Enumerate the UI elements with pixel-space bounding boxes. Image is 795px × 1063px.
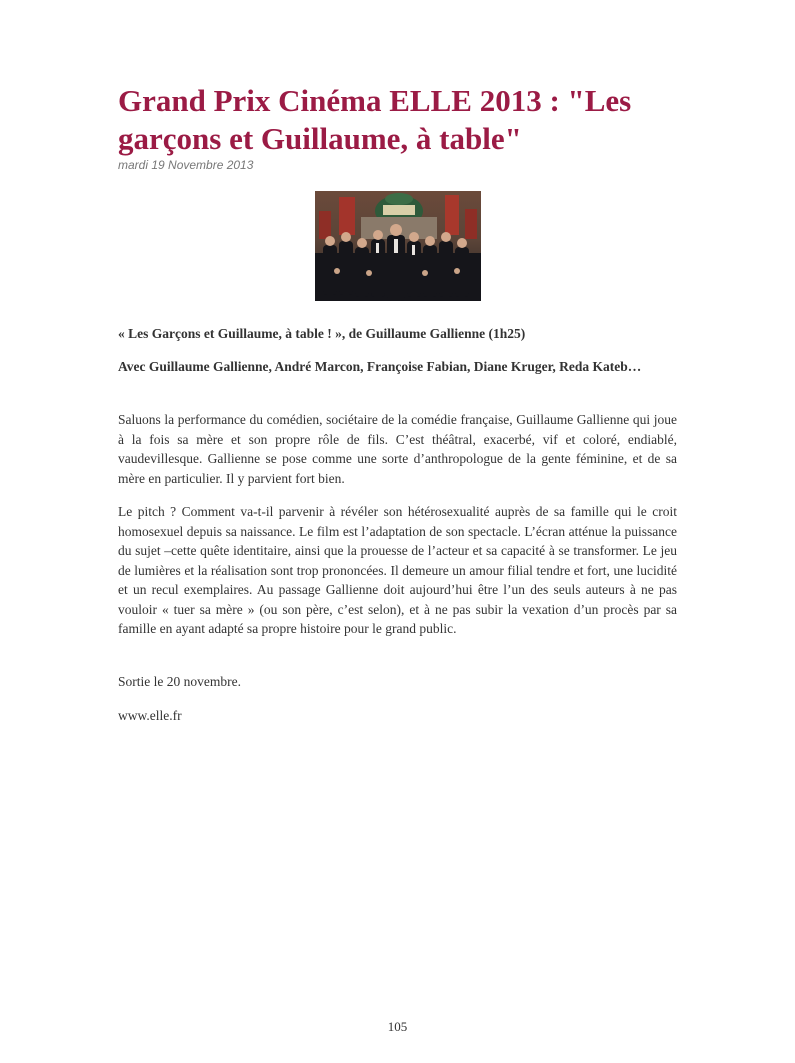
article-date: mardi 19 Novembre 2013	[118, 158, 254, 172]
film-subtitle: « Les Garçons et Guillaume, à table ! », de Guillaume Gallienne (1h25)	[118, 326, 526, 341]
source-link: www.elle.fr	[118, 708, 182, 723]
release-date: Sortie le 20 novembre.	[118, 674, 241, 689]
page-number: 105	[387, 1019, 408, 1034]
film-still-photo	[315, 191, 481, 301]
paragraph-2: Le pitch ? Comment va-t-il parvenir à révéler son hétérosexualité auprès de sa famille qui le croit homosexuel depuis sa naissance. Le film est l’adaptation de son spectacle. L’écran atténue la puissance du sujet –cette quête identitaire, ainsi que la prouesse de l’acteur et sa capacité à se transformer. Le jeu de lumières et la réalisation sont trop prononcées. Il demeure un amour filial tendre et fort, une lucidité et un recul exemplaires. Au passage Gallienne doit aujourd’hui être l’un des seuls auteurs à ne pas vouloir « tuer sa mère » (ou son père, c’est selon), et à ne pas subir la vexation d’un procès par sa famille en ayant adapté sa propre histoire pour le grand public.	[118, 504, 677, 636]
paragraph-1: Saluons la performance du comédien, sociétaire de la comédie française, Guillaume Gallienne qui joue à la fois sa mère et son propre rôle de fils. C’est théâtral, exacerbé, vif et coloré, endiablé, vaudevillesque. Gallienne se pose comme une sorte d’anthropologue de la gente féminine, et de sa mère en particulier. Il y parvient fort bien.	[118, 412, 677, 486]
cast-list: Avec Guillaume Gallienne, André Marcon, Françoise Fabian, Diane Kruger, Reda Kateb…	[118, 359, 642, 374]
article-title: Grand Prix Cinéma ELLE 2013 : "Les garçons et Guillaume, à table"	[118, 83, 632, 156]
